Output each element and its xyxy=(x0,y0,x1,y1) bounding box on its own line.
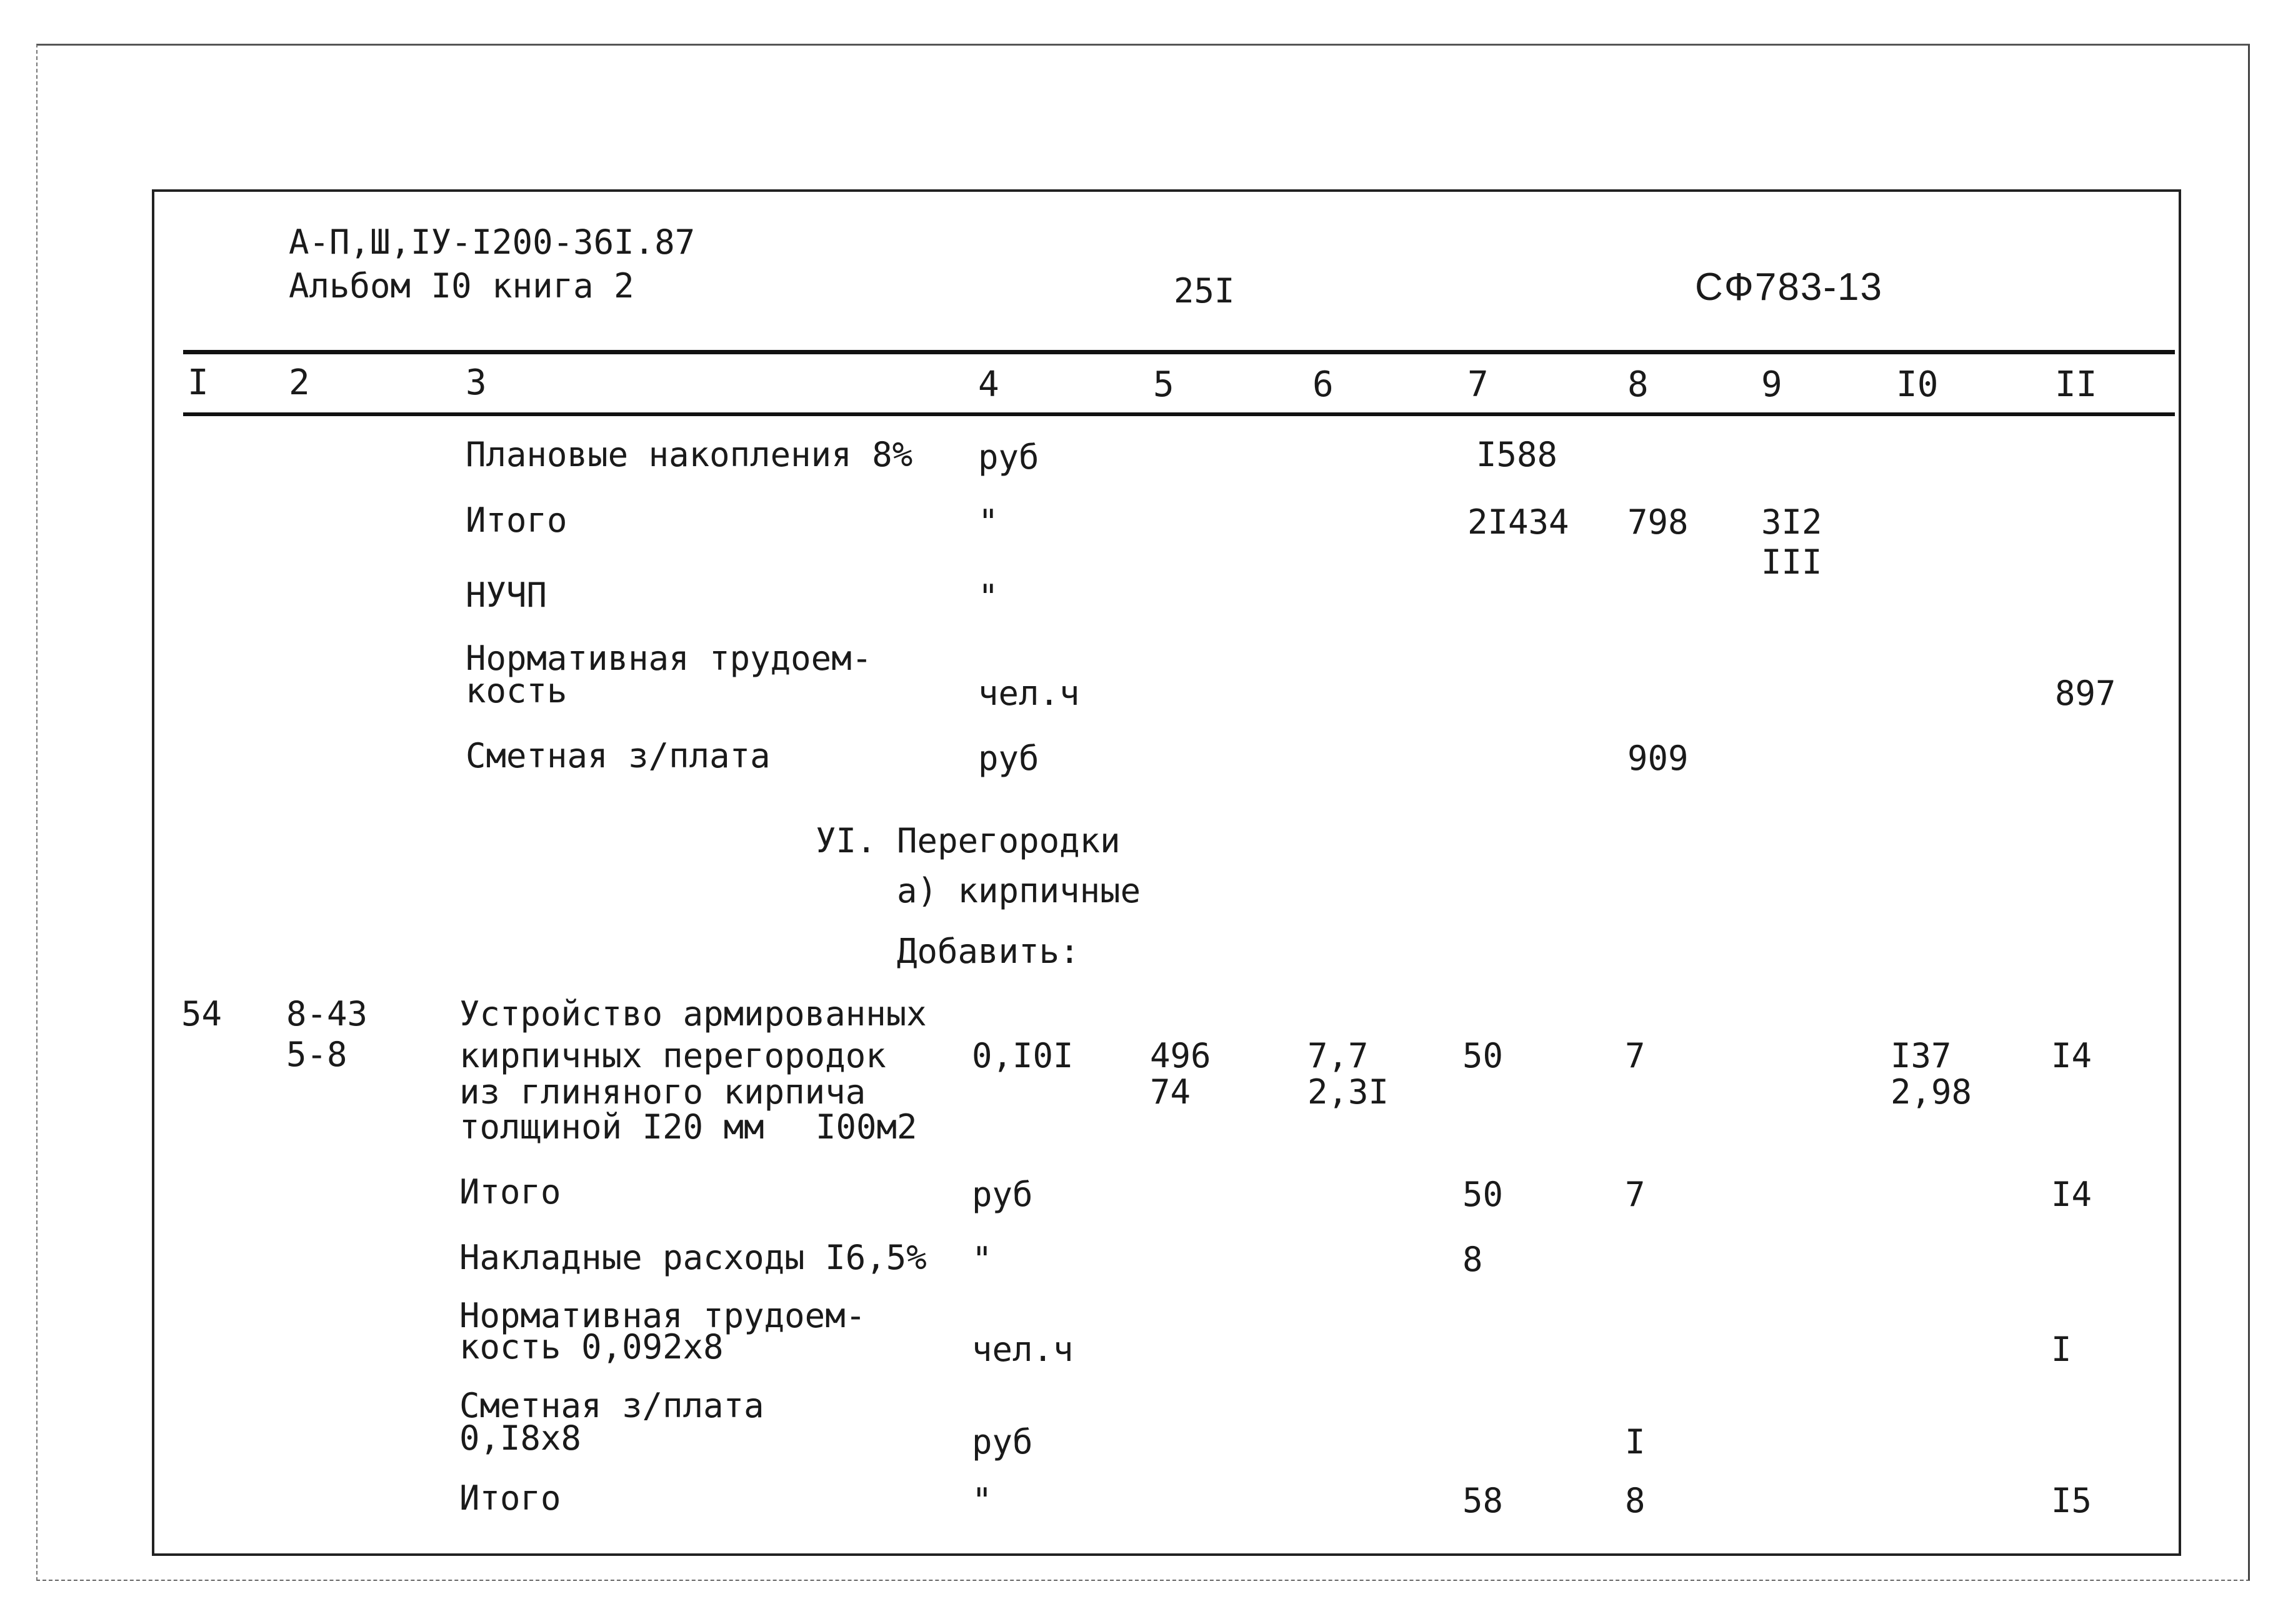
row-unit: руб xyxy=(978,437,1039,477)
row-unit: " xyxy=(972,1240,992,1279)
cell-col7: 8 xyxy=(1462,1240,1483,1279)
item-description: Устройство армированных xyxy=(459,994,927,1034)
cell-col4: 0,I0I xyxy=(972,1036,1074,1075)
cell-col10: I37 xyxy=(1891,1036,1952,1075)
column-header: I0 xyxy=(1896,364,1939,405)
cell-col11: I xyxy=(2051,1330,2072,1369)
column-header: 7 xyxy=(1467,364,1489,405)
cell-col7: 50 xyxy=(1462,1175,1504,1214)
row-label: Сметная з/плата xyxy=(459,1386,764,1425)
row-unit: чел.ч xyxy=(978,674,1080,713)
cell-col7: 58 xyxy=(1462,1481,1504,1520)
column-header: 6 xyxy=(1312,364,1334,405)
row-label: 0,I8х8 xyxy=(459,1418,582,1458)
item-code: 8-43 xyxy=(286,994,368,1034)
row-unit: " xyxy=(978,577,999,617)
cell-col7: 2I434 xyxy=(1467,502,1569,542)
cell-col7: 50 xyxy=(1462,1036,1504,1075)
column-header: 9 xyxy=(1761,364,1782,405)
item-unit: I00м2 xyxy=(816,1107,917,1147)
cell-col11: I4 xyxy=(2051,1036,2092,1075)
column-header: I xyxy=(187,362,209,403)
column-header: 4 xyxy=(978,364,999,405)
row-label: кость xyxy=(466,671,567,710)
cell-col6: 2,3I xyxy=(1307,1072,1389,1112)
item-description: толщиной I20 мм xyxy=(459,1107,764,1147)
cell-col11: I5 xyxy=(2051,1481,2092,1520)
row-unit: чел.ч xyxy=(972,1330,1074,1369)
column-header: 2 xyxy=(289,362,310,403)
column-header: 5 xyxy=(1153,364,1174,405)
cell-col11: I4 xyxy=(2051,1175,2092,1214)
row-label: Нормативная трудоем- xyxy=(466,639,872,678)
row-label: Сметная з/плата xyxy=(466,736,771,775)
table-header-rule xyxy=(183,412,2175,416)
item-description: кирпичных перегородок xyxy=(459,1036,886,1075)
item-description: из глиняного кирпича xyxy=(459,1072,866,1112)
row-label: Плановые накопления 8% xyxy=(466,435,913,474)
row-label: Итого xyxy=(459,1172,561,1212)
cell-col5: 496 xyxy=(1150,1036,1211,1075)
cell-col6: 7,7 xyxy=(1307,1036,1369,1075)
document-code: А-П,Ш,IУ-I200-36I.87 xyxy=(289,222,696,262)
sheet-code: СФ783-13 xyxy=(1695,266,1883,309)
cell-col7: I588 xyxy=(1476,435,1558,474)
item-number: 54 xyxy=(181,994,222,1034)
row-unit: руб xyxy=(972,1175,1033,1214)
row-label: НУЧП xyxy=(466,575,547,615)
cell-col8: 909 xyxy=(1627,739,1689,778)
item-code: 5-8 xyxy=(286,1035,347,1074)
album-label: Альбом I0 книга 2 xyxy=(289,266,634,306)
cell-col8: 7 xyxy=(1625,1175,1646,1214)
column-header: 8 xyxy=(1627,364,1649,405)
row-label: Итого xyxy=(466,501,567,540)
cell-col9: III xyxy=(1761,542,1822,582)
row-label: Накладные расходы I6,5% xyxy=(459,1238,927,1277)
row-unit: руб xyxy=(978,739,1039,778)
row-label: кость 0,092х8 xyxy=(459,1327,724,1367)
cell-col10: 2,98 xyxy=(1891,1072,1972,1112)
cell-col8: 7 xyxy=(1625,1036,1646,1075)
column-header: II xyxy=(2055,364,2097,405)
section-subtitle: а) кирпичные xyxy=(897,871,1141,910)
cell-col8: 8 xyxy=(1625,1481,1646,1520)
page-number: 25I xyxy=(1174,271,1235,311)
row-label: Нормативная трудоем- xyxy=(459,1296,866,1335)
cell-col11: 897 xyxy=(2055,674,2116,713)
cell-col9: 3I2 xyxy=(1761,502,1822,542)
column-header: 3 xyxy=(466,362,487,403)
table-top-rule xyxy=(183,350,2175,354)
row-unit: " xyxy=(978,502,999,542)
row-label: Итого xyxy=(459,1478,561,1518)
cell-col5: 74 xyxy=(1150,1072,1191,1112)
add-label: Добавить: xyxy=(897,932,1080,971)
cell-col8: I xyxy=(1625,1422,1646,1462)
row-unit: руб xyxy=(972,1422,1033,1462)
cell-col8: 798 xyxy=(1627,502,1689,542)
row-unit: " xyxy=(972,1481,992,1520)
section-title: УI. Перегородки xyxy=(816,821,1121,860)
